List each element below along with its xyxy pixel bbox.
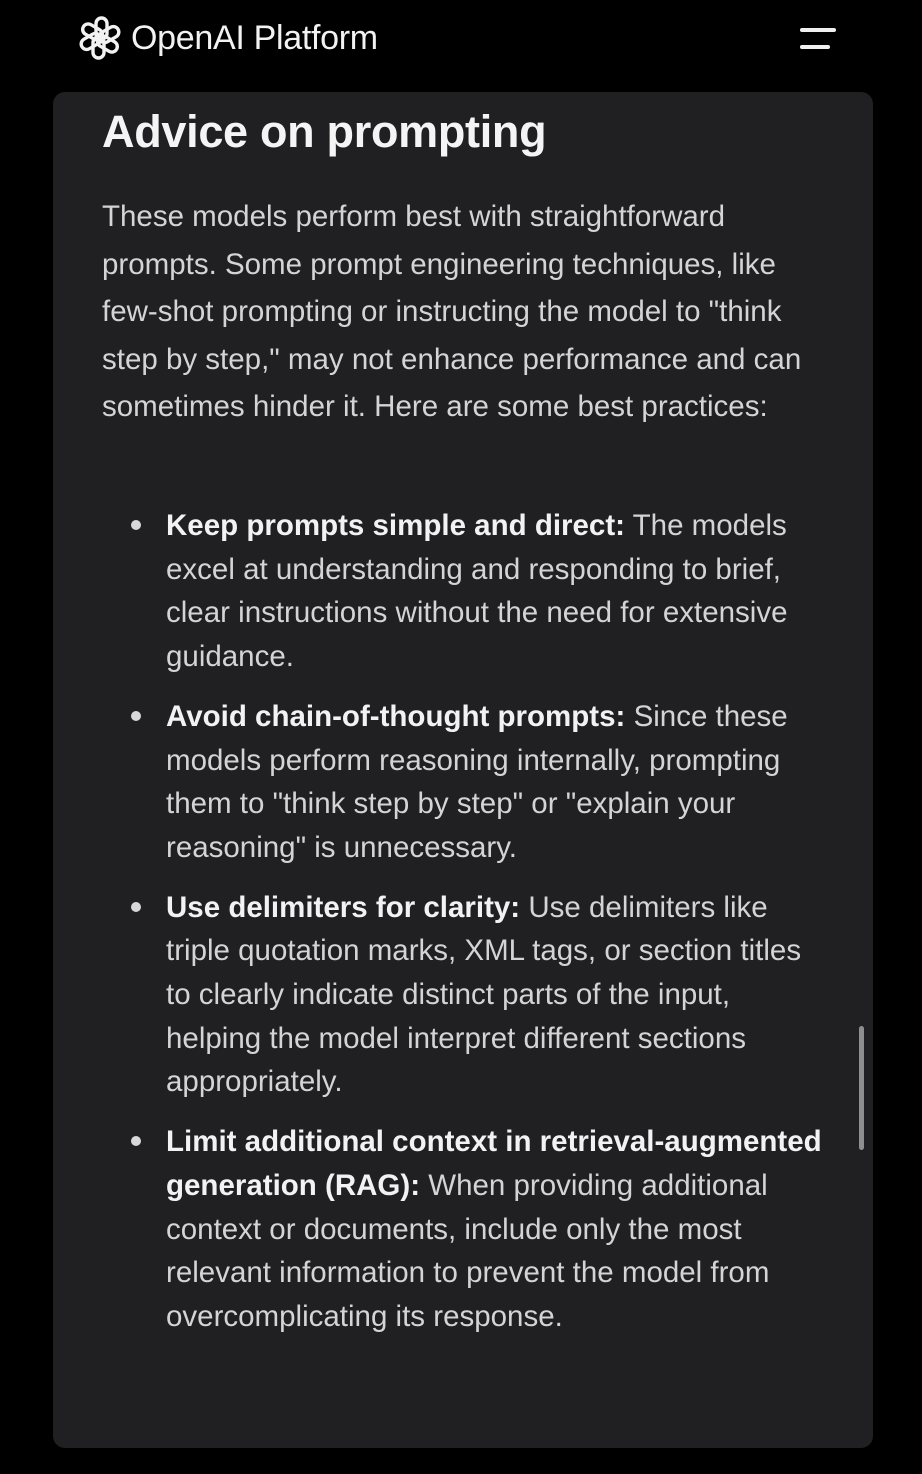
list-item-text: Since these models perform reasoning internally, prompting them to "think step by step" or "explain your reasoning" is unnecessary. xyxy=(166,699,788,864)
best-practices-list xyxy=(102,504,822,1339)
bullet-icon xyxy=(131,1136,141,1146)
section-heading: Advice on prompting xyxy=(102,106,547,157)
list-item xyxy=(102,1120,822,1339)
list-item-title: Limit additional context in retrieval-augmented generation (RAG): xyxy=(166,1125,822,1202)
bullet-icon xyxy=(131,520,141,530)
list-item-text: When providing additional context or documents, include only the most relevant information to prevent the model from overcomplicating its response. xyxy=(166,1168,770,1333)
hamburger-menu-icon-line xyxy=(800,45,830,49)
list-item-title: Avoid chain-of-thought prompts: xyxy=(166,699,626,733)
list-item xyxy=(102,886,822,1105)
brand-link[interactable] xyxy=(76,14,378,62)
hamburger-menu-icon xyxy=(800,28,836,32)
intro-paragraph: These models perform best with straightforward prompts. Some prompt engineering techniques, like few-shot prompting or instructing the model to "think step by step," may not enhance performance and can sometimes hinder it. Here are some best practices: xyxy=(102,200,802,424)
scrollbar-thumb[interactable] xyxy=(859,1026,864,1150)
menu-button[interactable] xyxy=(792,20,844,60)
list-item-title: Keep prompts simple and direct: xyxy=(166,509,625,542)
list-item xyxy=(102,504,822,679)
list-item-text: Use delimiters like triple quotation marks, XML tags, or section titles to clearly indicate distinct parts of the input, helping the model interpret different sections appropriately. xyxy=(166,890,802,1099)
brand-name: OpenAI Platform xyxy=(131,18,378,57)
list-item-title: Use delimiters for clarity: xyxy=(166,890,521,924)
list-item-text: The models excel at understanding and responding to brief, clear instructions without the need for extensive guidance. xyxy=(166,509,788,674)
bullet-icon xyxy=(131,711,141,721)
top-bar xyxy=(0,0,922,78)
content-card xyxy=(53,92,873,1448)
list-item xyxy=(102,695,822,870)
openai-logo-icon xyxy=(76,14,124,62)
bullet-icon xyxy=(131,902,141,912)
